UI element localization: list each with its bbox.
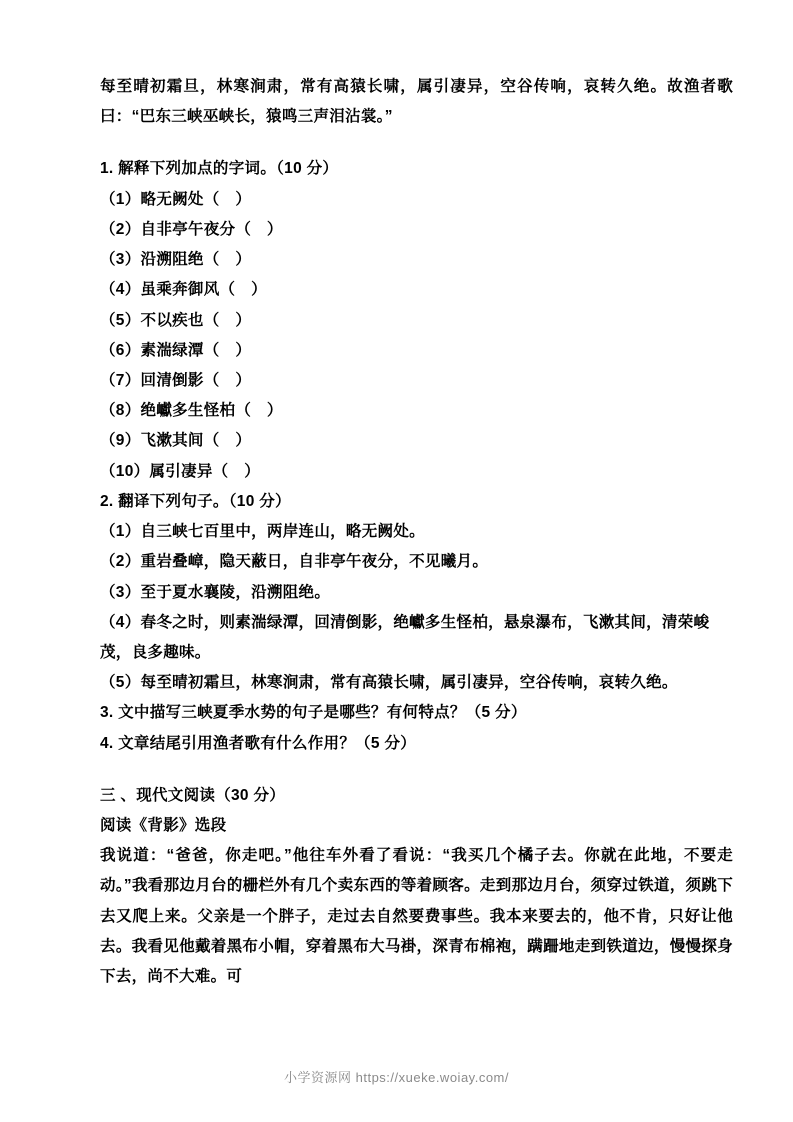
question-1-item: （6）素湍绿潭（ ） (100, 341, 252, 359)
document-body (100, 72, 733, 992)
question-2-item: （5）每至晴初霜旦，林寒涧肃，常有高猿长啸，属引凄异，空谷传响，哀转久绝。 (100, 674, 678, 692)
question-2-item: （2）重岩叠嶂，隐天蔽日，自非亭午夜分，不见曦月。 (100, 553, 489, 571)
question-1-item: （8）绝巘多生怪柏（ ） (100, 402, 283, 420)
question-1-item: （10）属引凄异（ ） (100, 462, 261, 480)
question-2-heading: 2. 翻译下列句子。（10 分） (100, 492, 291, 510)
question-1-item: （3）沿溯阻绝（ ） (100, 251, 252, 269)
question-1-item: （4）虽乘奔御风（ ） (100, 281, 267, 299)
section-three-passage: 我说道：“爸爸，你走吧。”他往车外看了看说：“我买几个橘子去。你就在此地，不要走动。”我看那边月台的栅栏外有几个卖东西的等着顾客。走到那边月台，须穿过铁道，须跳下去又爬上来。父亲是一个胖子，走过去自然要费事些。我本来要去的，他不肯，只好让他去。我看见他戴着黑布小帽，穿着黑布大马褂，深青布棉袍，蹒跚地走到铁道边，慢慢探身下去，尚不大难。可 (100, 847, 733, 986)
question-1-heading: 1. 解释下列加点的字词。（10 分） (100, 160, 339, 178)
question-3: 3. 文中描写三峡夏季水势的句子是哪些？有何特点？（5 分） (100, 704, 527, 722)
opening-paragraph: 每至晴初霜旦，林寒涧肃，常有高猿长啸，属引凄异，空谷传响，哀转久绝。故渔者歌曰：“巴东三峡巫峡长，猿鸣三声泪沾裳。” (100, 78, 733, 126)
section-three-subheading: 阅读《背影》选段 (100, 817, 227, 835)
question-1-item: （2）自非亭午夜分（ ） (100, 220, 283, 238)
question-2-item: （3）至于夏水襄陵，沿溯阻绝。 (100, 583, 331, 601)
question-1-item: （5）不以疾也（ ） (100, 311, 252, 329)
question-2-item: （1）自三峡七百里中，两岸连山，略无阙处。 (100, 523, 425, 541)
question-1-item: （9）飞漱其间（ ） (100, 432, 252, 450)
spacer (100, 132, 733, 154)
spacer (100, 759, 733, 781)
question-4: 4. 文章结尾引用渔者歌有什么作用？（5 分） (100, 734, 417, 752)
section-three-heading: 三 、现代文阅读（30 分） (100, 786, 286, 804)
question-2-item: （4）春冬之时，则素湍绿潭，回清倒影，绝巘多生怪柏，悬泉瀑布，飞漱其间，清荣峻茂，良多趣味。 (100, 613, 710, 661)
question-1-item: （7）回清倒影（ ） (100, 371, 252, 389)
question-1-item: （1）略无阙处（ ） (100, 190, 252, 208)
watermark: 小学资源网 https://xueke.woiay.com/ (284, 1070, 509, 1085)
